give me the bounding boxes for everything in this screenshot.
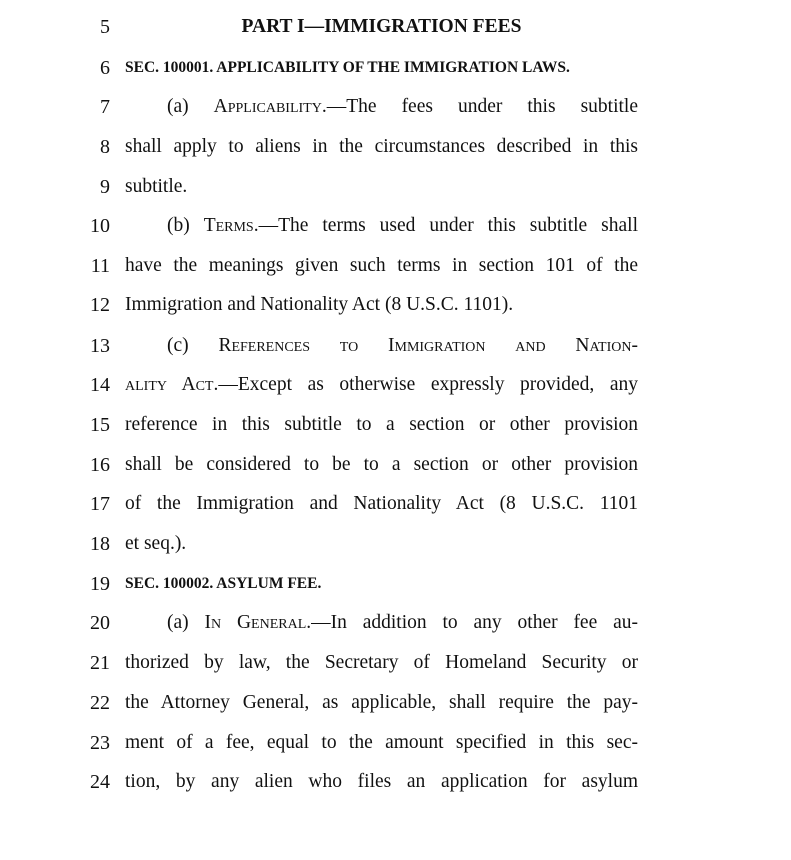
line-number: 24	[90, 771, 110, 793]
line-text: reference in this subtitle to a section or other provision	[125, 414, 638, 435]
subsection-heading: Applicability.	[213, 96, 327, 117]
line-text	[167, 333, 638, 359]
subsection-heading: Terms.	[203, 215, 259, 236]
document-line	[0, 372, 791, 398]
part-title: PART I—IMMIGRATION FEES	[241, 16, 522, 37]
line-text: Immigration and Nationality Act (8 U.S.C. 1101).	[125, 294, 514, 315]
document-line	[0, 333, 791, 359]
line-text: have the meanings given such terms in section 101 of the	[125, 255, 638, 276]
line-number: 11	[90, 255, 110, 277]
document-line	[0, 571, 791, 597]
line-text: shall be considered to be to a section or other provision	[125, 454, 638, 475]
line-text: subtitle.	[125, 176, 188, 197]
line-number: 15	[90, 414, 110, 436]
subsection-label: (b)	[167, 215, 204, 236]
line-number: 17	[90, 493, 110, 515]
document-line	[0, 253, 791, 279]
document-line	[0, 730, 791, 756]
section-heading: SEC. 100001. APPLICABILITY OF THE IMMIGRATION LAWS.	[125, 59, 570, 76]
line-text: the Attorney General, as applicable, shall require the pay-	[125, 692, 638, 713]
line-number: 12	[90, 294, 110, 316]
document-line	[0, 610, 791, 636]
line-number: 19	[90, 573, 110, 595]
line-number: 14	[90, 374, 110, 396]
subsection-text: —The terms used under this subtitle shall	[258, 215, 638, 236]
line-number: 10	[90, 215, 110, 237]
document-line	[0, 769, 791, 795]
line-number: 21	[90, 652, 110, 674]
document-line	[0, 55, 791, 81]
line-number: 7	[100, 96, 110, 118]
subsection-heading: ality Act.	[125, 374, 219, 395]
line-number: 20	[90, 612, 110, 634]
line-text	[167, 213, 638, 239]
line-text: ment of a fee, equal to the amount specified in this sec-	[125, 732, 638, 753]
document-line	[0, 452, 791, 478]
line-text	[167, 610, 638, 636]
document-line	[0, 531, 791, 557]
document-line	[0, 94, 791, 120]
subsection-label: (c)	[167, 335, 219, 356]
line-number: 5	[100, 16, 110, 38]
document-line	[0, 491, 791, 517]
line-number: 8	[100, 136, 110, 158]
document-line	[0, 213, 791, 239]
document-line	[0, 14, 791, 40]
line-text: of the Immigration and Nationality Act (8 U.S.C. 1101	[125, 493, 638, 514]
section-heading: SEC. 100002. ASYLUM FEE.	[125, 575, 322, 592]
subsection-text: —In addition to any other fee au-	[311, 612, 638, 633]
line-number: 16	[90, 454, 110, 476]
subsection-heading: References to Immigration and Nation-	[218, 335, 638, 356]
line-number: 9	[100, 176, 110, 198]
document-line	[0, 174, 791, 200]
line-number: 13	[90, 335, 110, 357]
subsection-text: —Except as otherwise expressly provided, any	[218, 374, 638, 395]
line-text	[167, 94, 638, 120]
subsection-label: (a)	[167, 612, 205, 633]
document-line	[0, 134, 791, 160]
line-number: 23	[90, 732, 110, 754]
line-number: 6	[100, 57, 110, 79]
document-line	[0, 650, 791, 676]
line-text: et seq.).	[125, 533, 187, 554]
subsection-label: (a)	[167, 96, 214, 117]
line-text: thorized by law, the Secretary of Homeland Security or	[125, 652, 638, 673]
line-text	[125, 372, 638, 398]
subsection-text: —The fees under this subtitle	[326, 96, 638, 117]
line-text: shall apply to aliens in the circumstances described in this	[125, 136, 638, 157]
line-text: tion, by any alien who files an application for asylum	[125, 771, 638, 792]
line-number: 18	[90, 533, 110, 555]
document-line	[0, 292, 791, 318]
subsection-heading: In General.	[204, 612, 312, 633]
document-line	[0, 412, 791, 438]
document-line	[0, 690, 791, 716]
line-number: 22	[90, 692, 110, 714]
